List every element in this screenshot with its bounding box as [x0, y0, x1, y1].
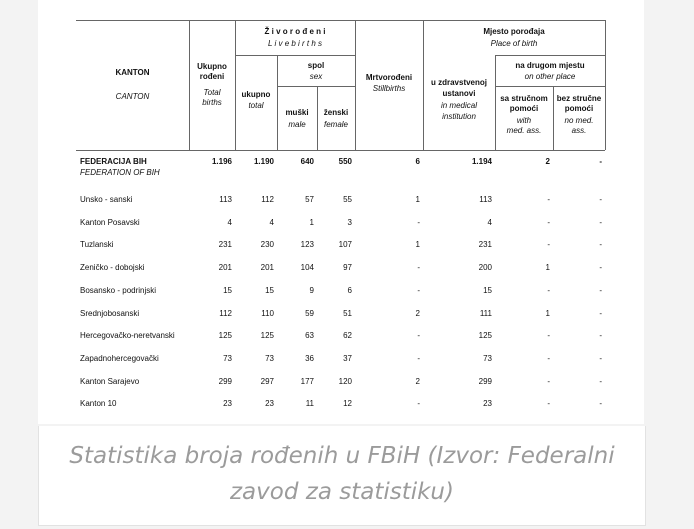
canton-name: Bosansko - podrinjski	[80, 286, 157, 295]
header-total-births: Total	[203, 88, 221, 97]
cell-livebirths: 4	[269, 218, 274, 227]
header-male: male	[288, 120, 306, 129]
header-no-med-2: ass.	[571, 126, 587, 135]
cell-male: 63	[305, 331, 314, 340]
header-with: with	[516, 116, 532, 125]
cell-no-assistance: -	[599, 240, 602, 249]
cell-with-assistance: -	[547, 286, 550, 295]
cell-stillbirths: -	[417, 354, 420, 363]
cell-in-institution: 299	[478, 377, 492, 386]
cell-male: 59	[305, 309, 314, 318]
cell-stillbirths: 1	[415, 195, 420, 204]
federation-in-institution: 1.194	[471, 157, 492, 166]
header-zivorodeni: Ž i v o r o đ e n i	[264, 27, 326, 36]
federation-name: FEDERACIJA BIH	[80, 157, 147, 166]
image-caption: Statistika broja rođenih u FBiH (Izvor: Federalni zavod za statistiku)	[38, 426, 646, 526]
header-no-med: no med.	[564, 116, 594, 125]
cell-total-births: 125	[218, 331, 232, 340]
cell-stillbirths: -	[417, 286, 420, 295]
header-sex: sex	[309, 72, 323, 81]
cell-stillbirths: -	[417, 331, 420, 340]
cell-in-institution: 125	[478, 331, 492, 340]
cell-male: 177	[300, 377, 314, 386]
cell-total-births: 23	[223, 399, 232, 408]
statistics-table	[38, 0, 644, 424]
header-other-place: on other place	[524, 72, 576, 81]
federation-no-assistance: -	[599, 157, 602, 166]
header-u-ustanovi-2: ustanovi	[442, 89, 476, 98]
cell-stillbirths: -	[417, 263, 420, 272]
cell-female: 37	[343, 354, 352, 363]
canton-name: Hercegovačko-neretvanski	[80, 331, 175, 340]
livebirths-sub-rule	[235, 55, 355, 56]
cell-female: 51	[343, 309, 352, 318]
header-female: female	[323, 120, 348, 129]
header-ukupno-rodeni: Ukupno	[197, 62, 227, 71]
header-muski: muški	[285, 108, 309, 117]
header-zenski: ženski	[323, 108, 349, 117]
cell-livebirths: 112	[261, 195, 274, 204]
cell-total-births: 299	[218, 377, 232, 386]
canton-name: Tuzlanski	[80, 240, 114, 249]
cell-with-assistance: -	[547, 195, 550, 204]
cell-livebirths: 23	[265, 399, 274, 408]
cell-male: 123	[300, 240, 314, 249]
canton-name: Unsko - sanski	[80, 195, 133, 204]
canton-name: Kanton 10	[80, 399, 117, 408]
cell-stillbirths: 1	[415, 240, 420, 249]
cell-in-institution: 23	[483, 399, 492, 408]
header-ukupno-rodeni-2: rođeni	[199, 72, 225, 81]
federation-stillbirths: 6	[415, 157, 420, 166]
col-rule	[605, 20, 606, 150]
canton-name: Kanton Sarajevo	[80, 377, 140, 386]
header-stillbirths: Stillbirths	[372, 84, 406, 93]
cell-total-births: 113	[219, 195, 232, 204]
cell-no-assistance: -	[599, 218, 602, 227]
header-with-2: med. ass.	[506, 126, 542, 135]
cell-livebirths: 297	[260, 377, 274, 386]
header-kanton: KANTON	[115, 68, 150, 77]
cell-female: 6	[347, 286, 352, 295]
federation-with-assistance: 2	[545, 157, 550, 166]
cell-with-assistance: -	[547, 240, 550, 249]
cell-in-institution: 15	[483, 286, 492, 295]
header-spol: spol	[307, 61, 325, 70]
header-in-medical-2: institution	[442, 112, 476, 121]
federation-male: 640	[300, 157, 314, 166]
cell-with-assistance: -	[547, 218, 550, 227]
cell-female: 3	[347, 218, 352, 227]
cell-in-institution: 111	[479, 309, 492, 318]
cell-male: 1	[309, 218, 314, 227]
cell-livebirths: 125	[260, 331, 274, 340]
federation-livebirths: 1.190	[253, 157, 274, 166]
header-sa-strucnom: sa stručnom	[500, 94, 548, 103]
cell-stillbirths: -	[417, 218, 420, 227]
cell-female: 12	[343, 399, 352, 408]
cell-with-assistance: -	[547, 331, 550, 340]
cell-male: 9	[309, 286, 314, 295]
cell-in-institution: 113	[479, 195, 492, 204]
header-bottom-rule	[76, 150, 605, 151]
header-total-births-2: births	[202, 98, 222, 107]
header-in-medical: in medical	[440, 101, 477, 110]
federation-female: 550	[338, 157, 352, 166]
cell-with-assistance: -	[547, 354, 550, 363]
cell-no-assistance: -	[599, 399, 602, 408]
cell-no-assistance: -	[599, 377, 602, 386]
place-sub-rule	[495, 55, 605, 56]
cell-in-institution: 231	[478, 240, 492, 249]
col-rule	[189, 20, 190, 150]
col-rule	[317, 86, 318, 150]
cell-no-assistance: -	[599, 286, 602, 295]
cell-livebirths: 230	[260, 240, 274, 249]
header-livebirths: L i v e b i r t h s	[267, 39, 323, 48]
canton-name: Kanton Posavski	[80, 218, 140, 227]
cell-livebirths: 73	[265, 354, 274, 363]
header-bez-pomoci: pomoći	[564, 104, 594, 113]
cell-total-births: 15	[223, 286, 232, 295]
cell-stillbirths: 2	[415, 377, 420, 386]
cell-total-births: 231	[218, 240, 232, 249]
cell-female: 55	[343, 195, 352, 204]
cell-livebirths: 201	[260, 263, 274, 272]
header-bez-strucne: bez stručne	[556, 94, 602, 103]
header-total: total	[248, 101, 264, 110]
header-mrtvorodeni: Mrtvorođeni	[365, 73, 413, 82]
cell-in-institution: 4	[487, 218, 492, 227]
cell-total-births: 201	[218, 263, 232, 272]
cell-with-assistance: 1	[545, 309, 550, 318]
header-place: Place of birth	[490, 39, 538, 48]
header-canton: CANTON	[115, 92, 150, 101]
cell-female: 107	[338, 240, 352, 249]
table-top-rule	[76, 20, 605, 21]
other-place-sub-rule	[495, 86, 605, 87]
federation-total-births: 1.196	[211, 157, 232, 166]
canton-name: Zapadnohercegovački	[80, 354, 159, 363]
cell-stillbirths: -	[417, 399, 420, 408]
cell-female: 62	[343, 331, 352, 340]
cell-no-assistance: -	[599, 263, 602, 272]
cell-male: 57	[305, 195, 314, 204]
cell-stillbirths: 2	[415, 309, 420, 318]
header-u-ustanovi: u zdravstvenoj	[430, 78, 487, 87]
cell-in-institution: 73	[483, 354, 492, 363]
cell-with-assistance: -	[547, 377, 550, 386]
cell-livebirths: 15	[265, 286, 274, 295]
cell-no-assistance: -	[599, 331, 602, 340]
header-mjesto: Mjesto porođaja	[483, 27, 545, 36]
header-ukupno: ukupno	[241, 90, 271, 99]
cell-female: 120	[338, 377, 352, 386]
header-sa-pomoci: pomoći	[509, 104, 539, 113]
canton-name: Zeničko - dobojski	[80, 263, 145, 272]
cell-with-assistance: 1	[545, 263, 550, 272]
cell-male: 11	[305, 399, 314, 408]
cell-livebirths: 110	[261, 309, 274, 318]
cell-total-births: 73	[223, 354, 232, 363]
cell-in-institution: 200	[478, 263, 492, 272]
cell-no-assistance: -	[599, 309, 602, 318]
cell-total-births: 112	[219, 309, 232, 318]
cell-total-births: 4	[227, 218, 232, 227]
federation-name-en: FEDERATION OF BIH	[80, 168, 160, 177]
cell-female: 97	[343, 263, 352, 272]
header-na-drugom: na drugom mjestu	[515, 61, 585, 70]
cell-male: 36	[305, 354, 314, 363]
cell-no-assistance: -	[599, 354, 602, 363]
cell-no-assistance: -	[599, 195, 602, 204]
cell-male: 104	[300, 263, 314, 272]
cell-with-assistance: -	[547, 399, 550, 408]
sex-sub-rule	[277, 86, 355, 87]
canton-name: Srednjobosanski	[80, 309, 140, 318]
